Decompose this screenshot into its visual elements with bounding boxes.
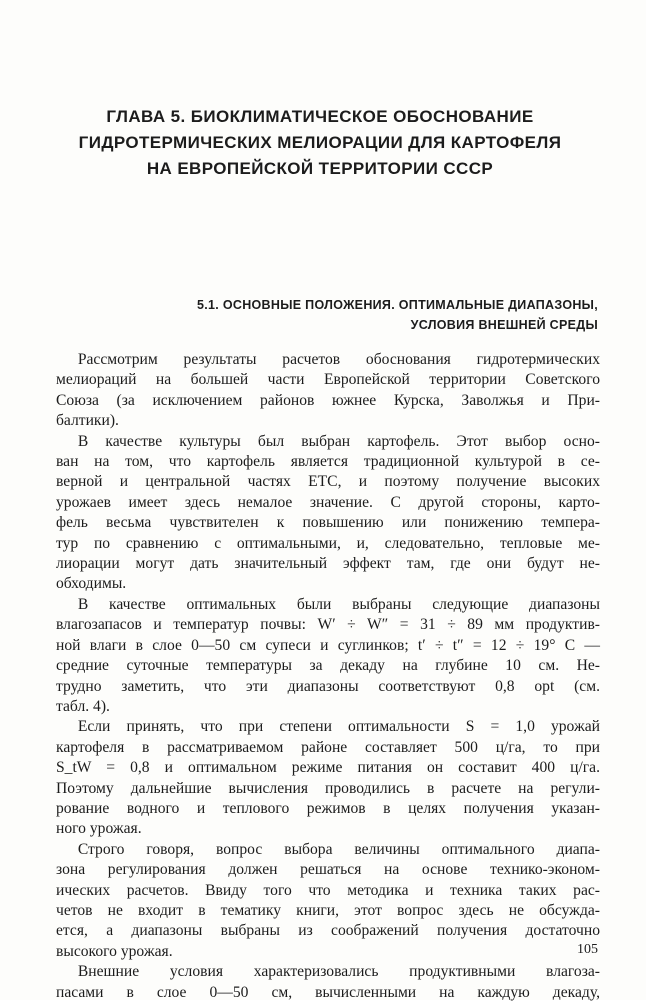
body-text: [56, 350, 600, 1003]
body-line: зона регулирования должен решаться на основе технико-эконом-: [56, 861, 600, 879]
chapter-title-line: ГЛАВА 5. БИОКЛИМАТИЧЕСКОЕ ОБОСНОВАНИЕ: [106, 107, 534, 126]
body-line: трудно заметить, что эти диапазоны соответствуют 0,8 opt (см.: [56, 677, 600, 695]
paragraph-first-line: Если принять, что при степени оптимальности S = 1,0 урожай: [77, 718, 600, 736]
body-line: лиорации могут дать значительный эффект там, где они будут не-: [56, 555, 600, 573]
paragraph-first-line: В качестве культуры был выбран картофель. Этот выбор осно-: [77, 432, 600, 450]
body-line: табл. 4).: [56, 697, 110, 715]
body-line: балтики).: [56, 412, 119, 430]
body-line: ного урожая.: [56, 820, 142, 838]
body-line: рование водного и теплового режимов в целях получения указан-: [56, 799, 600, 817]
page-number: 105: [577, 942, 598, 957]
body-line: ной влаги в слое 0—50 см супеси и суглинков; t′ ÷ t″ = 12 ÷ 19° C —: [56, 636, 600, 654]
body-line: ван на том, что картофель является традиционной культурой в се-: [56, 453, 600, 471]
body-line: Союза (за исключением районов южнее Курска, Заволжья и При-: [56, 391, 600, 409]
body-line: четов не входит в тематику книги, этот вопрос здесь не обсужда-: [56, 901, 600, 919]
section-title-line: 5.1. ОСНОВНЫЕ ПОЛОЖЕНИЯ. ОПТИМАЛЬНЫЕ ДИАПАЗОНЫ,: [197, 298, 598, 312]
body-line: ических расчетов. Ввиду того что методика и техника таких рас-: [56, 881, 600, 899]
section-title: [78, 295, 598, 335]
body-line: Поэтому дальнейшие вычисления проводились в расчете на регули-: [56, 779, 600, 797]
paragraph-first-line: В качестве оптимальных были выбраны следующие диапазоны: [77, 595, 600, 613]
paragraph-first-line: Рассмотрим результаты расчетов обоснования гидротермических: [77, 351, 600, 368]
body-line: мелиораций на большей части Европейской территории Советского: [56, 371, 600, 389]
body-line: средние суточные температуры за декаду на глубине 10 см. Не-: [56, 657, 600, 675]
body-line: картофеля в рассматриваемом районе составляет 500 ц/га, то при: [56, 738, 600, 756]
section-title-line: УСЛОВИЯ ВНЕШНЕЙ СРЕДЫ: [410, 318, 598, 332]
chapter-title: [40, 104, 600, 182]
body-line: высокого урожая.: [56, 942, 173, 960]
chapter-title-line: НА ЕВРОПЕЙСКОЙ ТЕРРИТОРИИ СССР: [146, 159, 494, 178]
body-line: пасами в слое 0—50 см, вычисленными на каждую декаду,: [56, 983, 600, 1001]
body-line: обходимы.: [56, 575, 127, 593]
chapter-title-line: ГИДРОТЕРМИЧЕСКИХ МЕЛИОРАЦИИ ДЛЯ КАРТОФЕЛЯ: [78, 133, 562, 152]
body-line: верной и центральной частях ЕТС, и поэтому получение высоких: [56, 473, 600, 491]
paragraph-first-line: Строго говоря, вопрос выбора величины оптимального диапа-: [77, 840, 600, 858]
body-line: урожаев имеет здесь немалое значение. С другой стороны, карто-: [56, 493, 600, 511]
body-line: влагозапасов и температур почвы: W′ ÷ W″ = 31 ÷ 89 мм продуктив-: [56, 616, 600, 634]
body-line: ется, а диапазоны выбраны из соображений получения достаточно: [56, 922, 600, 940]
body-line: фель весьма чувствителен к повышению или понижению темпера-: [56, 514, 600, 532]
body-line: S_tW = 0,8 и оптимальном режиме питания он составит 400 ц/га.: [56, 759, 600, 777]
body-line: тур по сравнению с оптимальными, и, следовательно, тепловые ме-: [56, 534, 600, 552]
paragraph-first-line: Внешние условия характеризовались продуктивными влагоза-: [77, 963, 600, 981]
